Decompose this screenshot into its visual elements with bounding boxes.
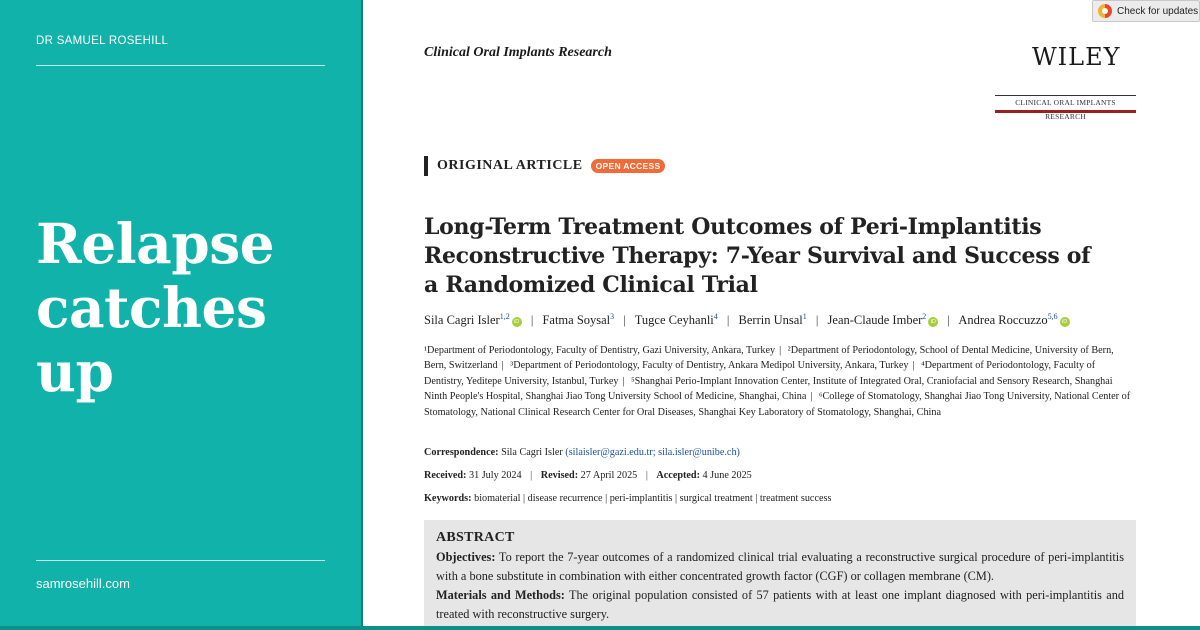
affiliation: ⁵Shanghai Perio-Implant Innovation Center, Institute of Integrated Oral, Craniofacial and Sensory Research, Shanghai Ninth People's Hospital, Shanghai Jiao Tong University School of Medicine, Shanghai, China xyxy=(424,375,1113,403)
correspondence-email[interactable]: (silaisler@gazi.edu.tr; sila.isler@unibe.ch) xyxy=(565,447,740,458)
keywords: Keywords: biomaterial | disease recurrence | peri-implantitis | surgical treatment | treatment success xyxy=(424,493,832,504)
publisher-logo: WILEY xyxy=(1032,43,1121,71)
open-access-badge: OPEN ACCESS xyxy=(591,159,666,173)
divider-top xyxy=(36,65,325,66)
author-name: DR SAMUEL ROSEHILL xyxy=(36,35,169,47)
check-updates-button[interactable] xyxy=(1092,0,1200,22)
abstract-methods: Materials and Methods: The original population consisted of 57 patients with at least one implant diagnosed with peri-implantitis and treated with reconstructive surgery. xyxy=(436,588,1124,621)
abstract-heading: ABSTRACT xyxy=(436,530,515,545)
author[interactable]: Berrin Unsal$^1$ xyxy=(738,312,807,328)
site-url[interactable]: samrosehill.com xyxy=(36,576,130,591)
affiliation: ³Department of Periodontology, Faculty of Dentistry, Ankara Medipol University, Ankara, Turkey xyxy=(510,360,909,372)
article-type-bar xyxy=(424,156,428,176)
headline xyxy=(36,212,336,404)
author[interactable]: Tugce Ceyhanli$^4$ xyxy=(634,312,718,328)
affiliation: ⁶College of Stomatology, Shanghai Jiao Tong University, National Center of Stomatology, National Clinical Research Center for Oral Diseases, Shanghai Key Laboratory of Stomatology, Shanghai, China xyxy=(424,391,1131,418)
bottom-bar xyxy=(0,626,1200,630)
abstract-objectives: Objectives: To report the 7-year outcomes of a randomized clinical trial evaluating a reconstructive surgical procedure of peri-implantitis with a bone substitute in combination with either concentrated growth factor (CGF) or collagen membrane (CM). xyxy=(436,550,1124,583)
correspondence: Correspondence: Sila Cagri Isler (silaisler@gazi.edu.tr; sila.isler@unibe.ch) xyxy=(424,447,740,458)
author[interactable]: Fatma Soysal$^3$ xyxy=(542,312,615,328)
check-updates-label: Check for updates xyxy=(1117,5,1199,17)
divider-bottom xyxy=(36,560,325,561)
affiliations: ¹Department of Periodontology, Faculty of Dentistry, Gazi University, Ankara, Turkey | ²Department of Periodontology, School of Dental Medicine, University of Bern, Bern, Switzerland | ³Department of Periodontology, Faculty of Dentistry, Ankara Medipol University, Ankara, Turkey | ⁴Department of Periodontology, Faculty of Dentistry, Yeditepe University, Istanbul, Turkey | ⁵Shanghai Perio-Implant Innovation Center, Institute of Integrated Oral, Craniofacial and Sensory Research, Shanghai Ninth People's Hospital, Shanghai Jiao Tong University School of Medicine, Shanghai, China | ⁶College of Stomatology, Shanghai Jiao Tong University, National Center of Stomatology, National Clinical Research Center for Oral Diseases, Shanghai Key Laboratory of Stomatology, Shanghai, China xyxy=(424,345,1131,418)
author-list: Sila Cagri Isler$^{1,2}$iD | Fatma Soysal$^3$ | Tugce Ceyhanli$^4$ | Berrin Unsal$^1$ | Jean-Claude Imber$^2$iD | Andrea Roccuzzo$^{5,6}$iD xyxy=(424,312,1144,328)
title-line: a Randomized Clinical Trial xyxy=(424,272,758,298)
author[interactable]: Jean-Claude Imber$^2$iD xyxy=(828,313,939,327)
orcid-icon[interactable]: iD xyxy=(512,317,522,327)
author[interactable]: Andrea Roccuzzo$^{5,6}$iD xyxy=(958,313,1069,327)
article-title xyxy=(424,213,1124,300)
orcid-icon[interactable]: iD xyxy=(928,317,938,327)
affiliation: ²Department of Periodontology, School of Dental Medicine, University of Bern, Bern, Switzerland xyxy=(424,345,1114,372)
author[interactable]: Sila Cagri Isler$^{1,2}$iD xyxy=(424,313,522,327)
promo-panel xyxy=(0,0,361,630)
headline-line: catches xyxy=(36,275,267,340)
headline-line: up xyxy=(36,339,114,404)
title-line: Reconstructive Therapy: 7-Year Survival and Success of xyxy=(424,243,1091,269)
article-type xyxy=(424,156,665,176)
abstract xyxy=(424,520,1136,626)
article-type-label: ORIGINAL ARTICLE xyxy=(437,158,583,173)
journal-name: Clinical Oral Implants Research xyxy=(424,45,612,60)
journal-banner: CLINICAL ORAL IMPLANTS RESEARCH xyxy=(995,95,1136,113)
affiliation: ⁴Department of Periodontology, Faculty of Dentistry, Yeditepe University, Istanbul, Turkey xyxy=(424,360,1096,387)
affiliation: ¹Department of Periodontology, Faculty of Dentistry, Gazi University, Ankara, Turkey xyxy=(424,345,776,356)
headline-line: Relapse xyxy=(36,211,275,276)
article-dates: Received: 31 July 2024 | Revised: 27 April 2025 | Accepted: 4 June 2025 xyxy=(424,470,752,481)
crossmark-icon xyxy=(1098,4,1112,18)
title-line: Long-Term Treatment Outcomes of Peri-Implantitis xyxy=(424,214,1042,240)
orcid-icon[interactable]: iD xyxy=(1060,317,1070,327)
